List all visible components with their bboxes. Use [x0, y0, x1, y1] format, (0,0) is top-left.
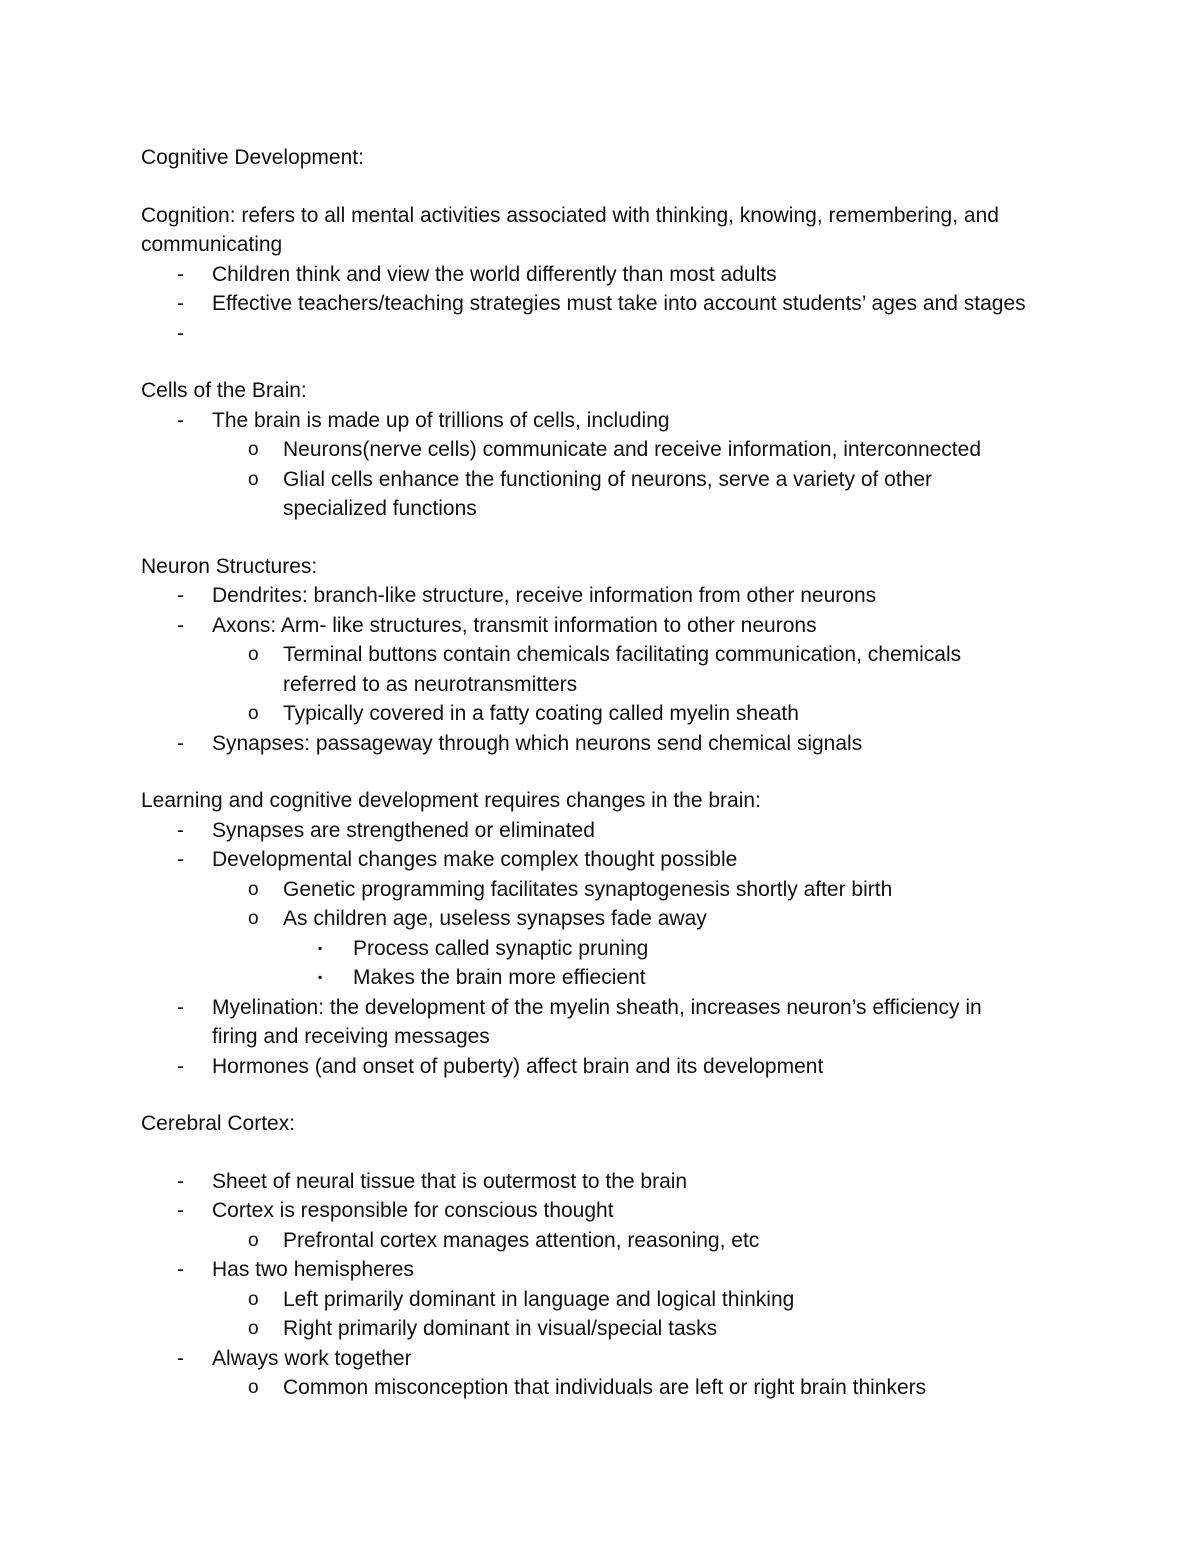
dash-bullet: -	[177, 1199, 184, 1222]
dash-bullet: -	[177, 731, 184, 755]
blank-line	[141, 758, 1071, 786]
list-item	[141, 1314, 1071, 1344]
line-text: Glial cells enhance the functioning of neurons, serve a variety of other	[283, 467, 933, 491]
list-item	[141, 611, 1071, 641]
circle-bullet: o	[248, 908, 259, 929]
dash-bullet: -	[177, 408, 184, 432]
list-item	[141, 845, 1071, 875]
line-text: specialized functions	[283, 497, 477, 520]
line-text: Has two hemispheres	[212, 1258, 414, 1281]
blank-line	[141, 524, 1071, 552]
document-body	[141, 143, 1071, 1403]
dash-bullet: -	[177, 1169, 184, 1193]
list-item	[141, 1255, 1071, 1285]
list-item	[141, 289, 1071, 319]
line-text: Cells of the Brain:	[141, 379, 307, 402]
list-item	[141, 1196, 1071, 1226]
paragraph-line	[141, 201, 1071, 231]
line-text: Always work together	[212, 1346, 412, 1370]
blank-line	[141, 1081, 1071, 1109]
line-text: Common misconception that individuals are left or right brain thinkers	[283, 1376, 927, 1399]
list-item	[141, 435, 1071, 465]
paragraph-line	[141, 786, 1071, 816]
line-text: Genetic programming facilitates synaptogenesis shortly after birth	[283, 877, 893, 901]
blank-line	[141, 348, 1071, 376]
paragraph-line	[141, 1109, 1071, 1139]
list-item	[141, 729, 1071, 759]
line-text: The brain is made up of trillions of cells, including	[212, 408, 670, 432]
dash-bullet: -	[177, 292, 184, 315]
dash-bullet: -	[177, 818, 184, 842]
circle-bullet: o	[248, 1288, 259, 1310]
line-text: Dendrites: branch-like structure, receive information from other neurons	[212, 584, 877, 607]
line-text: Neurons(nerve cells) communicate and receive information, interconnected	[283, 438, 982, 461]
paragraph-line	[141, 552, 1071, 582]
list-item	[141, 260, 1071, 290]
dash-bullet: -	[177, 1346, 184, 1370]
list-item	[141, 319, 1071, 349]
line-text: Cerebral Cortex:	[141, 1112, 296, 1135]
list-item	[141, 963, 1071, 993]
line-text: Learning and cognitive development requires changes in the brain:	[141, 789, 761, 812]
line-text: Terminal buttons contain chemicals facilitating communication, chemicals	[283, 643, 962, 666]
line-text: Left primarily dominant in language and logical thinking	[283, 1287, 795, 1311]
line-text: Myelination: the development of the myelin sheath, increases neuron’s efficiency in	[212, 995, 982, 1019]
dash-bullet: -	[177, 584, 184, 607]
list-item	[141, 406, 1071, 436]
dash-bullet: -	[177, 613, 184, 637]
circle-bullet: o	[248, 1377, 259, 1398]
dash-bullet: -	[177, 848, 184, 871]
line-text: referred to as neurotransmitters	[283, 672, 578, 696]
line-text: Process called synaptic pruning	[353, 936, 649, 960]
list-item	[141, 1052, 1071, 1082]
list-item	[141, 640, 1071, 670]
blank-line	[141, 173, 1071, 201]
line-text: Typically covered in a fatty coating called myelin sheath	[283, 702, 799, 725]
line-text: Hormones (and onset of puberty) affect brain and its development	[212, 1054, 824, 1078]
paragraph-line	[141, 230, 1071, 260]
circle-bullet: o	[248, 878, 259, 900]
list-item	[141, 465, 1071, 495]
circle-bullet: o	[248, 439, 259, 460]
list-item	[141, 1167, 1071, 1197]
dash-bullet: -	[177, 262, 184, 286]
circle-bullet: o	[248, 644, 259, 665]
list-item	[141, 1344, 1071, 1374]
line-text: Cortex is responsible for conscious thought	[212, 1199, 614, 1222]
blank-line	[141, 1139, 1071, 1167]
list-item	[141, 816, 1071, 846]
line-text: Neuron Structures:	[141, 554, 318, 578]
line-text: Developmental changes make complex thought possible	[212, 848, 738, 871]
list-item	[141, 934, 1071, 964]
line-text: As children age, useless synapses fade away	[283, 907, 707, 930]
paragraph-line	[141, 376, 1071, 406]
circle-bullet: o	[248, 703, 259, 724]
line-text: Prefrontal cortex manages attention, reasoning, etc	[283, 1228, 760, 1252]
circle-bullet: o	[248, 468, 259, 490]
square-bullet: ▪	[318, 970, 323, 984]
line-text: Children think and view the world differently than most adults	[212, 262, 777, 286]
list-item	[141, 494, 1071, 524]
list-item	[141, 993, 1071, 1023]
list-item	[141, 699, 1071, 729]
paragraph-line	[141, 143, 1071, 173]
list-item	[141, 670, 1071, 700]
list-item	[141, 904, 1071, 934]
line-text: Cognitive Development:	[141, 146, 364, 169]
list-item	[141, 1022, 1071, 1052]
list-item	[141, 1226, 1071, 1256]
line-text: Axons: Arm- like structures, transmit information to other neurons	[212, 613, 817, 637]
line-text: Synapses: passageway through which neurons send chemical signals	[212, 731, 863, 755]
line-text: Right primarily dominant in visual/special tasks	[283, 1317, 718, 1340]
line-text: Sheet of neural tissue that is outermost to the brain	[212, 1169, 688, 1193]
square-bullet: ▪	[318, 940, 323, 955]
list-item	[141, 581, 1071, 611]
dash-bullet: -	[177, 1054, 184, 1078]
circle-bullet: o	[248, 1229, 259, 1251]
line-text: communicating	[141, 233, 283, 256]
dash-bullet: -	[177, 321, 184, 345]
dash-bullet: -	[177, 1258, 184, 1281]
list-item	[141, 1373, 1071, 1403]
dash-bullet: -	[177, 995, 184, 1019]
line-text: Synapses are strengthened or eliminated	[212, 818, 595, 842]
circle-bullet: o	[248, 1318, 259, 1339]
line-text: firing and receiving messages	[212, 1025, 490, 1048]
list-item	[141, 875, 1071, 905]
line-text: Effective teachers/teaching strategies must take into account students’ ages and stages	[212, 292, 1026, 315]
list-item	[141, 1285, 1071, 1315]
line-text: Cognition: refers to all mental activities associated with thinking, knowing, remembering, and	[141, 203, 999, 227]
line-text: Makes the brain more effiecient	[353, 966, 646, 989]
